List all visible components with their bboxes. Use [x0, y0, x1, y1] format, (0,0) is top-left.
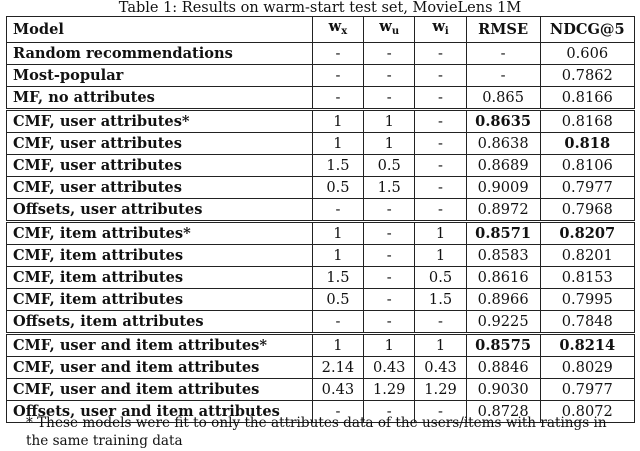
- cell-ndcg: 0.8168: [540, 110, 634, 133]
- cell-ndcg: 0.8153: [540, 267, 634, 289]
- cell-wu: 0.5: [364, 155, 415, 177]
- cell-rmse: 0.8966: [466, 289, 540, 311]
- cell-rmse: 0.8689: [466, 155, 540, 177]
- cell-ndcg: 0.8166: [540, 87, 634, 110]
- cell-wx: -: [312, 199, 363, 222]
- cell-wi: 1: [415, 245, 466, 267]
- cell-model: Offsets, user attributes: [7, 199, 313, 222]
- cell-wx: 1: [312, 334, 363, 357]
- cell-wi: 1.29: [415, 379, 466, 401]
- table-row: [7, 110, 635, 133]
- cell-model: CMF, item attributes: [7, 267, 313, 289]
- cell-rmse: 0.8583: [466, 245, 540, 267]
- cell-ndcg: 0.7977: [540, 379, 634, 401]
- cell-wu: -: [364, 199, 415, 222]
- cell-wi: 0.43: [415, 357, 466, 379]
- table-row: [7, 199, 635, 222]
- cell-rmse: 0.8846: [466, 357, 540, 379]
- table-row: [7, 267, 635, 289]
- cell-wx: -: [312, 65, 363, 87]
- cell-model: CMF, user and item attributes: [7, 357, 313, 379]
- table-row: [7, 289, 635, 311]
- cell-model: Random recommendations: [7, 43, 313, 65]
- cell-wi: 1: [415, 222, 466, 245]
- cell-ndcg: 0.7995: [540, 289, 634, 311]
- cell-rmse: 0.8571: [466, 222, 540, 245]
- cell-model: CMF, item attributes*: [7, 222, 313, 245]
- table-row: [7, 334, 635, 357]
- header-ndcg: NDCG@5: [540, 17, 634, 43]
- header-wx: $w_x$: [312, 17, 363, 43]
- cell-rmse: 0.8728: [466, 401, 540, 423]
- table-row: [7, 155, 635, 177]
- cell-wu: -: [364, 289, 415, 311]
- cell-wx: 1.5: [312, 155, 363, 177]
- cell-wi: -: [415, 110, 466, 133]
- table-row: [7, 43, 635, 65]
- cell-ndcg: 0.8201: [540, 245, 634, 267]
- cell-rmse: -: [466, 43, 540, 65]
- cell-wu: -: [364, 311, 415, 334]
- cell-ndcg: 0.818: [540, 133, 634, 155]
- cell-wi: -: [415, 311, 466, 334]
- cell-model: Offsets, user and item attributes: [7, 401, 313, 423]
- cell-wi: -: [415, 401, 466, 423]
- cell-model: CMF, user attributes*: [7, 110, 313, 133]
- table-row: [7, 379, 635, 401]
- header-row: [7, 17, 635, 43]
- table-row: [7, 311, 635, 334]
- cell-wi: -: [415, 87, 466, 110]
- header-rmse: RMSE: [466, 17, 540, 43]
- cell-rmse: 0.9009: [466, 177, 540, 199]
- cell-wx: 0.5: [312, 177, 363, 199]
- cell-wi: 1.5: [415, 289, 466, 311]
- cell-wu: 0.43: [364, 357, 415, 379]
- cell-rmse: 0.8616: [466, 267, 540, 289]
- cell-wu: 1.29: [364, 379, 415, 401]
- cell-ndcg: 0.7862: [540, 65, 634, 87]
- cell-ndcg: 0.7968: [540, 199, 634, 222]
- cell-wu: -: [364, 43, 415, 65]
- cell-wx: -: [312, 311, 363, 334]
- cell-model: CMF, item attributes: [7, 245, 313, 267]
- header-wi: $w_i$: [415, 17, 466, 43]
- cell-model: CMF, user attributes: [7, 133, 313, 155]
- cell-wu: 1.5: [364, 177, 415, 199]
- table-row: [7, 87, 635, 110]
- table-row: [7, 65, 635, 87]
- table-row: [7, 357, 635, 379]
- table-footnote: * These models were fit to only the attributes data of the users/items with ratings in the same training data: [26, 415, 607, 449]
- cell-ndcg: 0.8029: [540, 357, 634, 379]
- cell-model: CMF, user attributes: [7, 177, 313, 199]
- cell-wx: 1.5: [312, 267, 363, 289]
- cell-ndcg: 0.8207: [540, 222, 634, 245]
- cell-wx: 1: [312, 133, 363, 155]
- cell-wu: -: [364, 65, 415, 87]
- cell-ndcg: 0.606: [540, 43, 634, 65]
- cell-wx: 1: [312, 245, 363, 267]
- cell-wx: -: [312, 43, 363, 65]
- cell-wx: -: [312, 401, 363, 423]
- cell-wu: 1: [364, 110, 415, 133]
- cell-wu: -: [364, 87, 415, 110]
- cell-rmse: 0.8638: [466, 133, 540, 155]
- cell-model: CMF, user and item attributes: [7, 379, 313, 401]
- table-row: [7, 177, 635, 199]
- table-caption: Table 1: Results on warm-start test set, MovieLens 1M: [118, 0, 522, 16]
- table-row: [7, 245, 635, 267]
- cell-rmse: 0.8575: [466, 334, 540, 357]
- header-wu: $w_u$: [364, 17, 415, 43]
- cell-wu: 1: [364, 133, 415, 155]
- cell-model: MF, no attributes: [7, 87, 313, 110]
- header-model: Model: [7, 17, 313, 43]
- cell-wu: -: [364, 245, 415, 267]
- cell-wi: -: [415, 65, 466, 87]
- cell-wu: -: [364, 401, 415, 423]
- cell-rmse: 0.9030: [466, 379, 540, 401]
- cell-model: Most-popular: [7, 65, 313, 87]
- cell-wx: 1: [312, 110, 363, 133]
- cell-wx: -: [312, 87, 363, 110]
- cell-wi: -: [415, 177, 466, 199]
- cell-model: CMF, user attributes: [7, 155, 313, 177]
- cell-wi: 1: [415, 334, 466, 357]
- cell-wu: 1: [364, 334, 415, 357]
- cell-wu: -: [364, 222, 415, 245]
- cell-wx: 2.14: [312, 357, 363, 379]
- cell-ndcg: 0.7977: [540, 177, 634, 199]
- cell-rmse: 0.8635: [466, 110, 540, 133]
- cell-wi: 0.5: [415, 267, 466, 289]
- cell-rmse: 0.9225: [466, 311, 540, 334]
- cell-model: CMF, item attributes: [7, 289, 313, 311]
- cell-wx: 1: [312, 222, 363, 245]
- cell-ndcg: 0.8106: [540, 155, 634, 177]
- cell-wu: -: [364, 267, 415, 289]
- cell-rmse: 0.865: [466, 87, 540, 110]
- cell-model: Offsets, item attributes: [7, 311, 313, 334]
- cell-wi: -: [415, 199, 466, 222]
- table-row: [7, 222, 635, 245]
- cell-wi: -: [415, 133, 466, 155]
- results-table: [6, 16, 635, 423]
- cell-wx: 0.43: [312, 379, 363, 401]
- cell-wi: -: [415, 43, 466, 65]
- cell-model: CMF, user and item attributes*: [7, 334, 313, 357]
- cell-rmse: -: [466, 65, 540, 87]
- cell-wi: -: [415, 155, 466, 177]
- cell-ndcg: 0.8214: [540, 334, 634, 357]
- cell-rmse: 0.8972: [466, 199, 540, 222]
- cell-ndcg: 0.7848: [540, 311, 634, 334]
- cell-ndcg: 0.8072: [540, 401, 634, 423]
- table-row: [7, 133, 635, 155]
- cell-wx: 0.5: [312, 289, 363, 311]
